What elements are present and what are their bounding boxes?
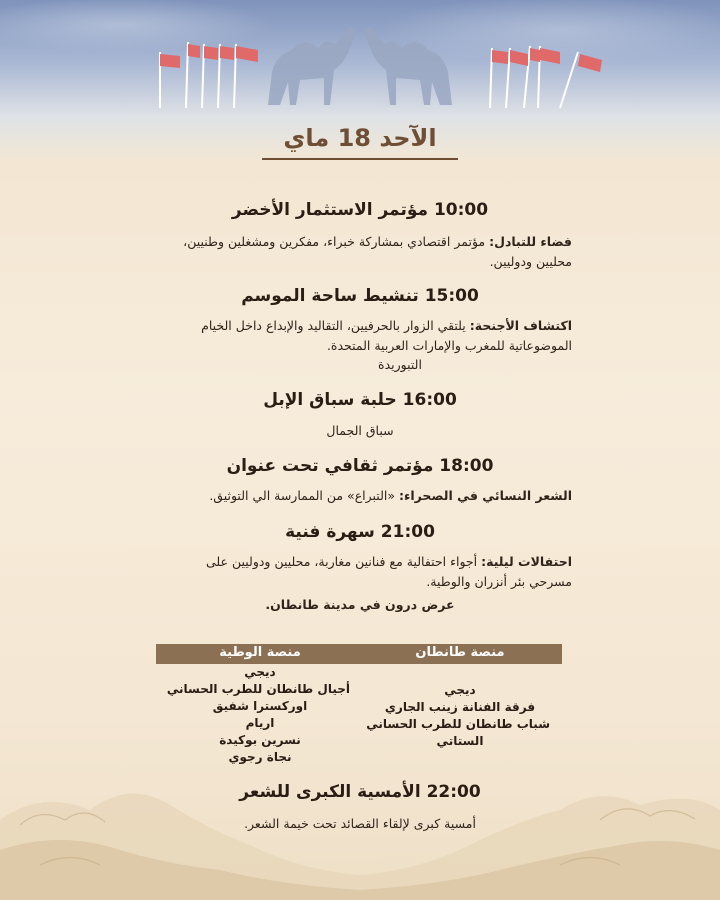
camel-silhouette-icon	[268, 27, 452, 105]
stage-name: منصة الوطية	[219, 645, 301, 660]
page-title: الآحد 18 ماي	[283, 124, 437, 152]
performer-item: الستاتي	[436, 734, 484, 748]
event-text: «التبراع» من الممارسة الي التوثيق.	[209, 488, 395, 503]
title-underline	[262, 158, 458, 160]
performer-item: ديجي	[444, 683, 476, 697]
performer-item: أجيال طانطان للطرب الحساني	[166, 682, 350, 696]
event-heading: 18:00 مؤتمر ثقافي تحت عنوان	[226, 456, 494, 476]
event-label: الشعر النسائي في الصحراء:	[398, 488, 572, 503]
event-description	[162, 232, 572, 272]
performer-item: نجاة رجوي	[228, 750, 292, 764]
event-description	[162, 316, 572, 356]
stage-performers-list	[366, 682, 550, 750]
event-extra: عرض درون في مدينة طانطان.	[265, 597, 455, 612]
event-label: فضاء للتبادل:	[489, 234, 572, 249]
event-heading: 16:00 حلبة سباق الإبل	[263, 390, 457, 410]
event-note: سباق الجمال	[326, 423, 394, 438]
header-illustration	[0, 0, 720, 115]
event-heading: 15:00 تنشيط ساحة الموسم	[241, 286, 479, 306]
performer-item: نسرين بوكيدة	[219, 733, 301, 747]
event-label: اكتشاف الأجنحة:	[469, 318, 572, 333]
performer-item: فرقة الفنانة زينب الجاري	[384, 700, 536, 714]
event-extra: التبوريدة	[378, 357, 422, 372]
event-heading: 10:00 مؤتمر الاستثمار الأخضر	[231, 200, 489, 220]
event-note: أمسية كبرى لإلقاء القصائد تحت خيمة الشعر.	[244, 816, 476, 831]
event-label: احتفالات ليلية:	[481, 554, 572, 569]
performer-item: ديجي	[244, 665, 276, 679]
event-description	[162, 486, 572, 506]
event-heading: 21:00 سهرة فنية	[285, 522, 435, 542]
stage-performers-list	[166, 664, 350, 766]
event-heading: 22:00 الأمسية الكبرى للشعر	[239, 782, 481, 802]
performer-item: شباب طانطان للطرب الحساني	[366, 717, 550, 731]
event-text: يلتقي الزوار بالحرفيين، التقاليد والإبداع داخل الخيام الموضوعاتية للمغرب والإمارات العربية المتحدة.	[201, 318, 572, 353]
stage-name: منصة طانطان	[415, 645, 505, 660]
performer-item: اريام	[245, 716, 275, 730]
event-description	[162, 552, 572, 592]
event-text: مؤتمر اقتصادي بمشاركة خبراء، مفكرين ومشغلين وطنيين، محليين ودوليين.	[183, 234, 572, 269]
event-text: أجواء احتفالية مع فنانين مغاربة، محليين ودوليين على مسرحي بئر أنزران والوطية.	[205, 554, 572, 589]
performer-item: اوركسترا شفيق	[212, 699, 308, 713]
